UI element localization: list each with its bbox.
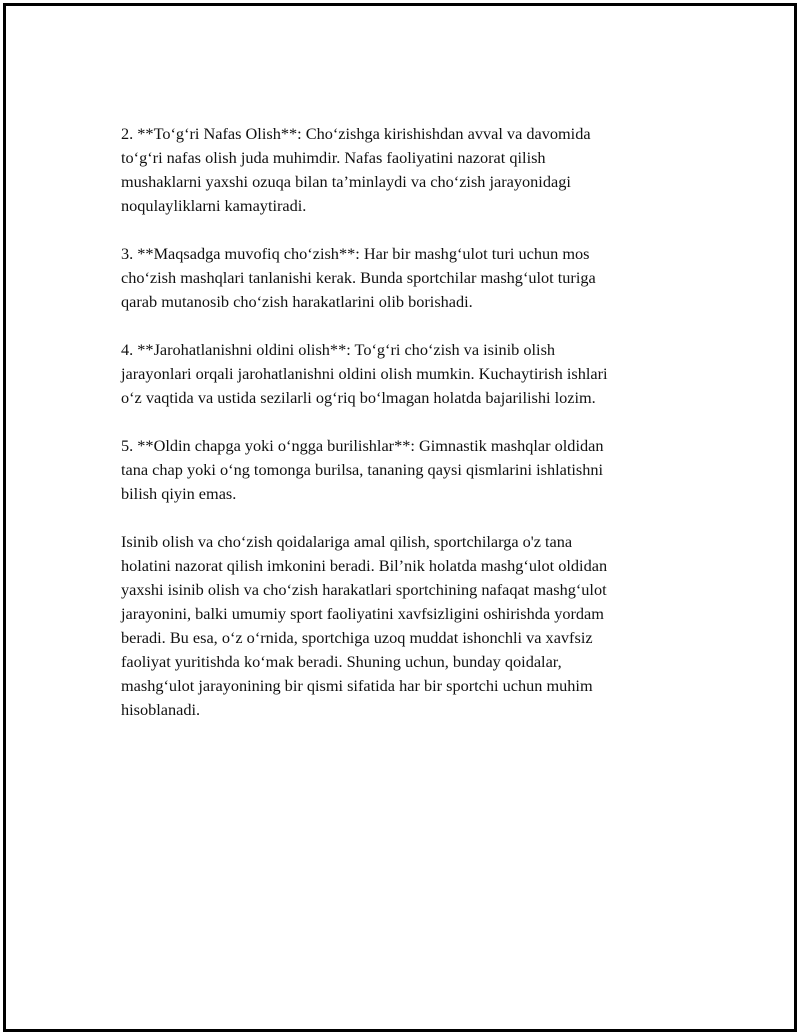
paragraph-conclusion: Isinib olish va cho‘zish qoidalariga amal qilish, sportchilarga o'z tana holatini nazorat qilish imkonini beradi. Bil’nik holatda mashg‘ulot oldidan yaxshi isinib olish va cho‘zish harakatlari sportchining nafaqat mashg‘ulot jarayonini, balki umumiy sport faoliyatini xavfsizligini oshirishda yordam beradi. Bu esa, o‘z o‘rnida, sportchiga uzoq muddat ishonchli va xavfsiz faoliyat yuritishda ko‘mak beradi. Shuning uchun, bunday qoidalar, mashg‘ulot jarayonining bir qismi sifatida har bir sportchi uchun muhim hisoblanadi. xyxy=(121,532,608,719)
paragraph-injury-prevention: 4. **Jarohatlanishni oldini olish**: To‘g‘ri cho‘zish va isinib olish jarayonlari orqali jarohatlanishni oldini olish mumkin. Kuchaytirish ishlari o‘z vaqtida va ustida sezilarli og‘riq bo‘lmagan holatda bajarilishi lozim. xyxy=(121,340,608,407)
page-frame xyxy=(3,3,797,1032)
paragraph-turns: 5. **Oldin chapga yoki o‘ngga burilishlar**: Gimnastik mashqlar oldidan tana chap yoki o‘ng tomonga burilsa, tananing qaysi qismlarini ishlatishni bilish qiyin emas. xyxy=(121,436,604,503)
paragraph-breathing: 2. **To‘g‘ri Nafas Olish**: Cho‘zishga kirishishdan avval va davomida to‘g‘ri nafas olish juda muhimdir. Nafas faoliyatini nazorat qilish mushaklarni yaxshi ozuqa bilan ta’minlaydi va cho‘zish jarayonidagi noqulayliklarni kamaytiradi. xyxy=(121,124,591,215)
document-body xyxy=(121,122,701,746)
paragraph-purposeful-stretching: 3. **Maqsadga muvofiq cho‘zish**: Har bir mashg‘ulot turi uchun mos cho‘zish mashqlari tanlanishi kerak. Bunda sportchilar mashg‘ulot turiga qarab mutanosib cho‘zish harakatlarini olib borishadi. xyxy=(121,244,596,311)
